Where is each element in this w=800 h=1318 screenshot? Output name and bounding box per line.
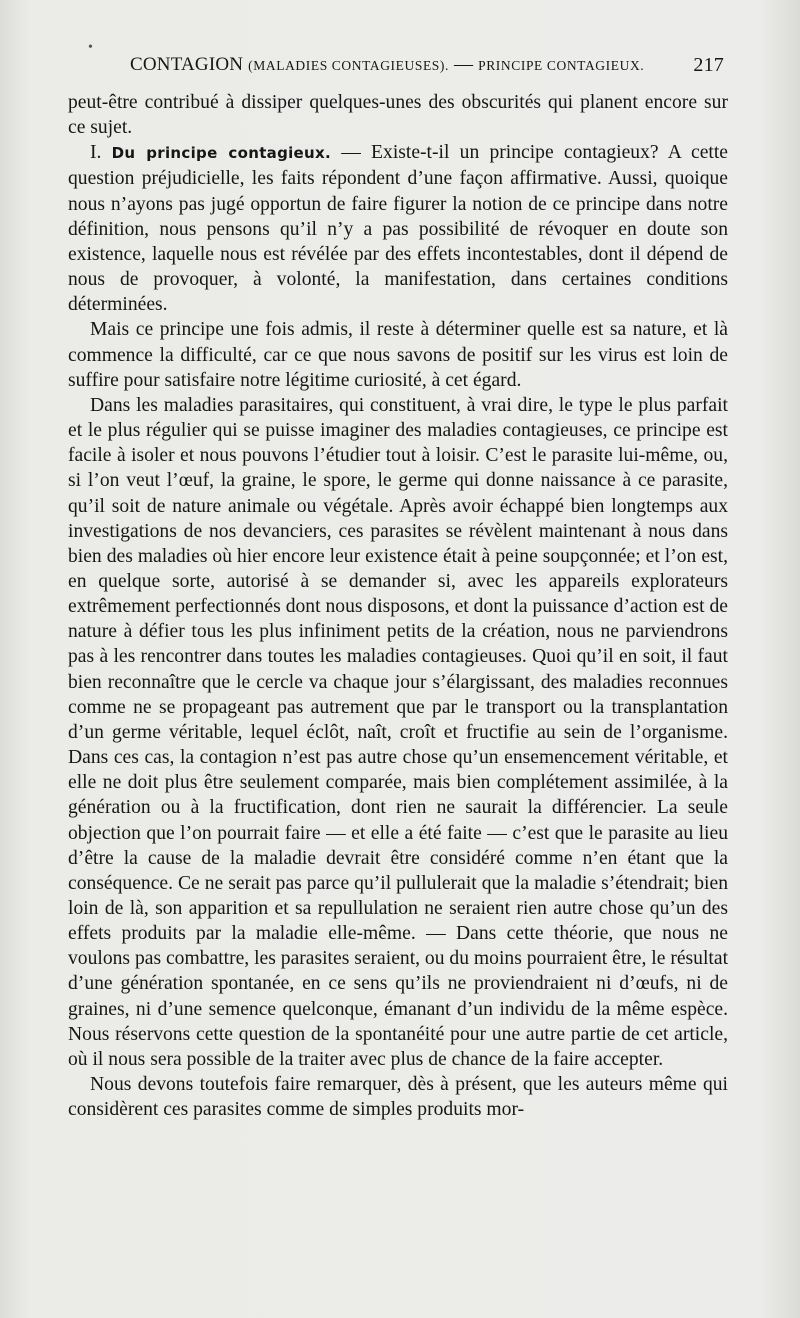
- running-title-separator: —: [453, 54, 474, 75]
- running-title-main: CONTAGION: [130, 54, 244, 75]
- paragraph-parasites: Dans les maladies parasitaires, qui constituent, à vrai dire, le type le plus parfait et le plus régulier qui se puisse imaginer des maladies contagieuses, ce principe est facile à isoler et nous pouvons l’étudier tout à loisir. C’est le parasite lui-même, ou, si l’on veut l’œuf, la graine, le spore, le germe qui donne naissance à ce parasite, qu’il soit de nature animale ou végétale. Après avoir échappé bien longtemps aux investigations de nos devanciers, ces parasites se révèlent maintenant à nous dans bien des maladies où hier encore leur existence était à peine soupçonnée; et l’on est, en quelque sorte, autorisé à se demander si, avec les appareils explorateurs extrêmement perfectionnés dont nous disposons, et dont la puissance d’action est de nature à défier tous les plus infiniment petits de la création, nous ne parviendrons pas à les rencontrer dans toutes les maladies contagieuses. Quoi qu’il en soit, il faut bien reconnaître que le cercle va chaque jour s’élargissant, des maladies reconnues comme ne se propageant pas autrement que par le transport ou la transplantation d’un germe véritable, lequel éclôt, naît, croît et fructifie au sein de l’organisme. Dans ces cas, la contagion n’est pas autre chose qu’un ensemencement véritable, et elle ne doit plus être seulement comparée, mais bien complétement assimilée, à la génération ou à la fructification, dont rien ne saurait la différencier. La seule objection que l’on pourrait faire — et elle a été faite — c’est que le parasite au lieu d’être la cause de la maladie devrait être considéré comme n’en étant que la conséquence. Ce ne serait pas parce qu’il pullulerait que la maladie s’étendrait; bien loin de là, son apparition et sa repullulation ne seraient rien autre chose qu’un des effets produits par la maladie elle-même. — Dans cette théorie, que nous ne voulons pas combattre, les parasites seraient, ou du moins pourraient être, le résultat d’une génération spontanée, en ce sens qu’ils ne proviendraient ni d’œufs, ni de graines, ni d’une semence quelconque, émanant d’un individu de la même espèce. Nous réservons cette question de la spontanéité pour une autre partie de cet article, où il nous sera possible de la traiter avec plus de chance de la faire accepter.: [68, 394, 729, 1070]
- page-body: [68, 90, 728, 1122]
- paragraph-authors: Nous devons toutefois faire remarquer, dès à présent, que les auteurs même qui considèrent ces parasites comme de simples produits mor-: [68, 1074, 728, 1121]
- paragraph-continuation: peut-être contribué à dissiper quelques-unes des obscurités qui planent encore sur ce sujet.: [68, 92, 728, 139]
- paragraph-section-one: [68, 140, 728, 317]
- print-speck: •: [88, 40, 93, 55]
- running-title-section: PRINCIPE CONTAGIEUX.: [478, 58, 645, 73]
- paragraph-principle: Mais ce principe une fois admis, il reste à déterminer quelle est sa nature, et là commence la difficulté, car ce que nous savons de positif sur les virus est loin de suffire pour satisfaire notre légitime curiosité, à cet égard.: [68, 319, 728, 391]
- running-title: [130, 54, 644, 76]
- section-text: — Existe-t-il un principe contagieux? A cette question préjudicielle, les faits répondent d’une façon affirmative. Aussi, quoique nous n’ayons pas jugé opportun de faire figurer la notion de ce principe dans notre définition, nous pensons qu’il n’y a pas possibilité de révoquer en doute son existence, laquelle nous est révélée par des effets incontestables, dont il dépend de nous de provoquer, à volonté, la manifestation, dans certaines conditions déterminées.: [68, 142, 728, 316]
- section-heading: Du principe contagieux.: [111, 144, 331, 163]
- section-number: I.: [90, 142, 102, 164]
- page-number: 217: [693, 54, 724, 76]
- running-header: [68, 54, 728, 82]
- running-title-sub: (MALADIES CONTAGIEUSES).: [248, 58, 449, 73]
